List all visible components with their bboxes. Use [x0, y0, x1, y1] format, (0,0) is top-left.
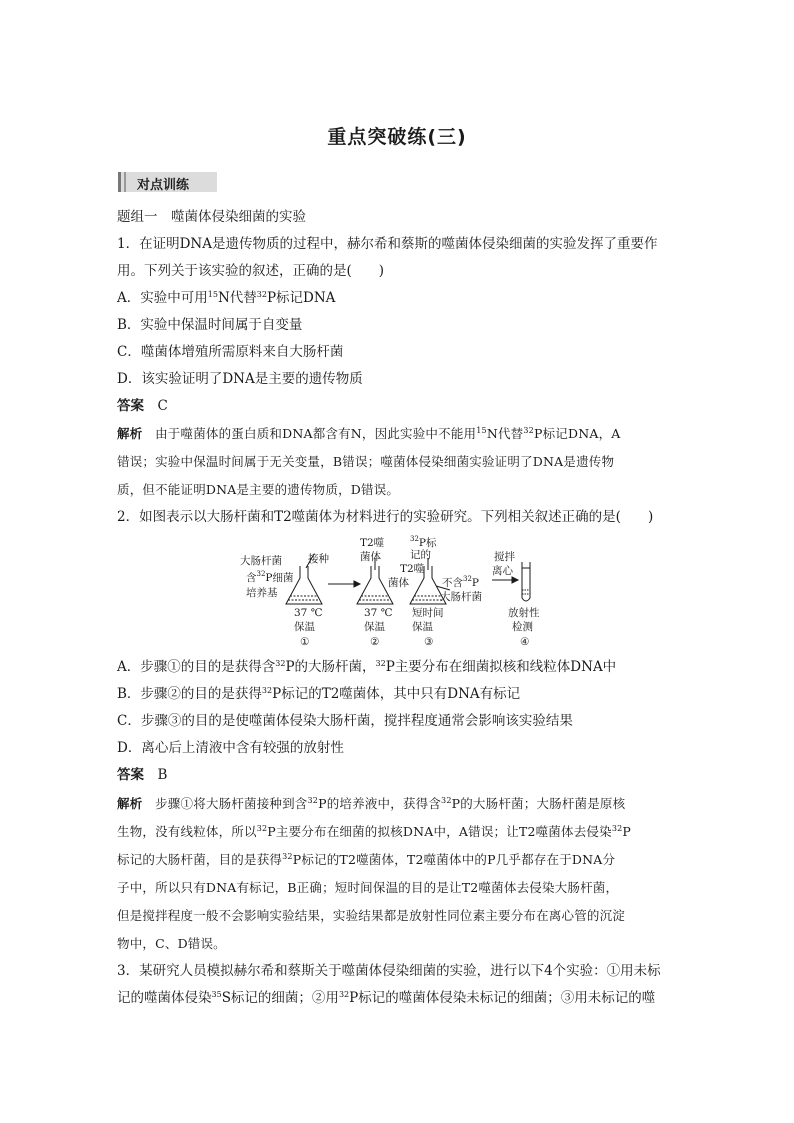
- fig-s1-label1: 大肠杆菌: [240, 555, 282, 567]
- q1-analysis-line3: 质，但不能证明DNA是主要的遗传物质，D错误。: [117, 482, 400, 497]
- fig-s2-temp: 37 ℃: [364, 607, 393, 619]
- q2-option-b: B．步骤②的目的是获得$^{32}$P标记的T2噬菌体，其中只有DNA有标记: [117, 686, 521, 702]
- fig-s2-top2: 菌体: [360, 551, 381, 563]
- fig-s4-stir1: 搅拌: [494, 551, 515, 563]
- fig-s1-temp: 37 ℃: [294, 607, 323, 619]
- q2-stem: 2．如图表示以大肠杆菌和T2噬菌体为材料进行的实验研究。下列相关叙述正确的是( ): [117, 509, 654, 525]
- fig-s4-stir2: 离心: [492, 565, 513, 577]
- q2-option-c: C．步骤③的目的是使噬菌体侵染大肠杆菌，搅拌程度通常会影响该实验结果: [117, 713, 573, 729]
- section-tag: [118, 172, 217, 192]
- q3-stem-line2: 记的噬菌体侵染$^{35}$S标记的细菌；②用$^{32}$P标记的噬菌体侵染未标记的细菌；③用未标记的噬: [117, 990, 656, 1006]
- arrow-icon: [492, 577, 518, 583]
- q2-analysis-line2: 生物，没有线粒体，所以$^{32}$P主要分布在细菌的拟核DNA中，A错误；让T2噬菌体去侵染$^{32}$P: [117, 824, 632, 839]
- q1-answer: 答案 C: [117, 398, 168, 414]
- q2-answer: 答案 B: [117, 767, 168, 783]
- q1-option-d: D．该实验证明了DNA是主要的遗传物质: [117, 371, 363, 387]
- experiment-figure: [236, 534, 546, 650]
- fig-s3-time2: 保温: [412, 621, 433, 633]
- fig-s3-time1: 短时间: [412, 607, 444, 619]
- fig-s3-side1: 不含$^{32}$P: [442, 575, 479, 589]
- fig-s1-label2: 含$^{32}$P细菌: [246, 570, 294, 584]
- fig-s4-det2: 检测: [512, 621, 533, 633]
- fig-s1-num: ①: [300, 636, 310, 648]
- q2-analysis-line5: 但是搅拌程度一般不会影响实验结果，实验结果都是放射性同位素主要分布在离心管的沉淀: [117, 908, 626, 923]
- test-tube-icon: [522, 562, 530, 601]
- fig-s3-side2: 大肠杆菌: [440, 591, 482, 603]
- q3-stem-line1: 3．某研究人员模拟赫尔希和蔡斯关于噬菌体侵染细菌的实验，进行以下4个实验：①用未标: [117, 963, 661, 979]
- q2-analysis-line3: 标记的大肠杆菌，目的是获得$^{32}$P标记的T2噬菌体，T2噬菌体中的P几乎都存在于DNA分: [117, 852, 616, 867]
- section-tag-bar: [124, 172, 126, 192]
- q1-option-b: B．实验中保温时间属于自变量: [117, 317, 303, 333]
- fig-s3-top4: 菌体: [388, 577, 409, 589]
- q2-analysis-line1: 解析 步骤①将大肠杆菌接种到含$^{32}$P的培养液中，获得含$^{32}$P的大肠杆菌；大肠杆菌是原核: [117, 796, 626, 811]
- q1-option-c: C．噬菌体增殖所需原料来自大肠杆菌: [117, 344, 344, 360]
- fig-s1-label3: 培养基: [246, 587, 278, 599]
- fig-s3-num: ③: [424, 636, 434, 648]
- fig-s1-keep: 保温: [294, 621, 315, 633]
- fig-s1-inoculate: 接种: [308, 553, 329, 565]
- q2-analysis-line6: 物中，C、D错误。: [117, 936, 226, 951]
- q1-stem-line2: 用。下列关于该实验的叙述，正确的是( ): [117, 263, 385, 279]
- arrow-icon: [328, 581, 360, 587]
- q1-analysis-line2: 错误；实验中保温时间属于无关变量，B错误；噬菌体侵染细菌实验证明了DNA是遗传物: [117, 454, 615, 469]
- fig-s3-top1: $^{32}$P标: [410, 535, 437, 549]
- page-title: 重点突破练(三): [327, 126, 467, 148]
- q2-option-d: D．离心后上清液中含有较强的放射性: [117, 740, 344, 756]
- q2-option-a: A．步骤①的目的是获得含$^{32}$P的大肠杆菌，$^{32}$P主要分布在细菌拟核和线粒体DNA中: [117, 659, 617, 675]
- q1-analysis-line1: 解析 由于噬菌体的蛋白质和DNA都含有N，因此实验中不能用$^{15}$N代替$^{32}$P标记DNA，A: [117, 426, 621, 441]
- question-group-heading: 题组一 噬菌体侵染细菌的实验: [117, 209, 306, 225]
- q1-option-a: A．实验中可用$^{15}$N代替$^{32}$P标记DNA: [117, 290, 336, 306]
- fig-s3-top3: T2噬: [400, 563, 425, 575]
- fig-s2-num: ②: [370, 636, 380, 648]
- q2-analysis-line4: 子中，所以只有DNA有标记，B正确；短时间保温的目的是让T2噬菌体去侵染大肠杆菌，: [117, 880, 619, 895]
- fig-s4-det1: 放射性: [508, 607, 540, 619]
- fig-s4-num: ④: [520, 636, 530, 648]
- fig-s2-top1: T2噬: [360, 537, 385, 549]
- q1-stem-line1: 1．在证明DNA是遗传物质的过程中，赫尔希和蔡斯的噬菌体侵染细菌的实验发挥了重要作: [117, 236, 658, 252]
- section-tag-label: 对点训练: [137, 178, 190, 193]
- fig-s2-keep: 保温: [364, 621, 385, 633]
- fig-s3-top2: 记的: [410, 549, 431, 561]
